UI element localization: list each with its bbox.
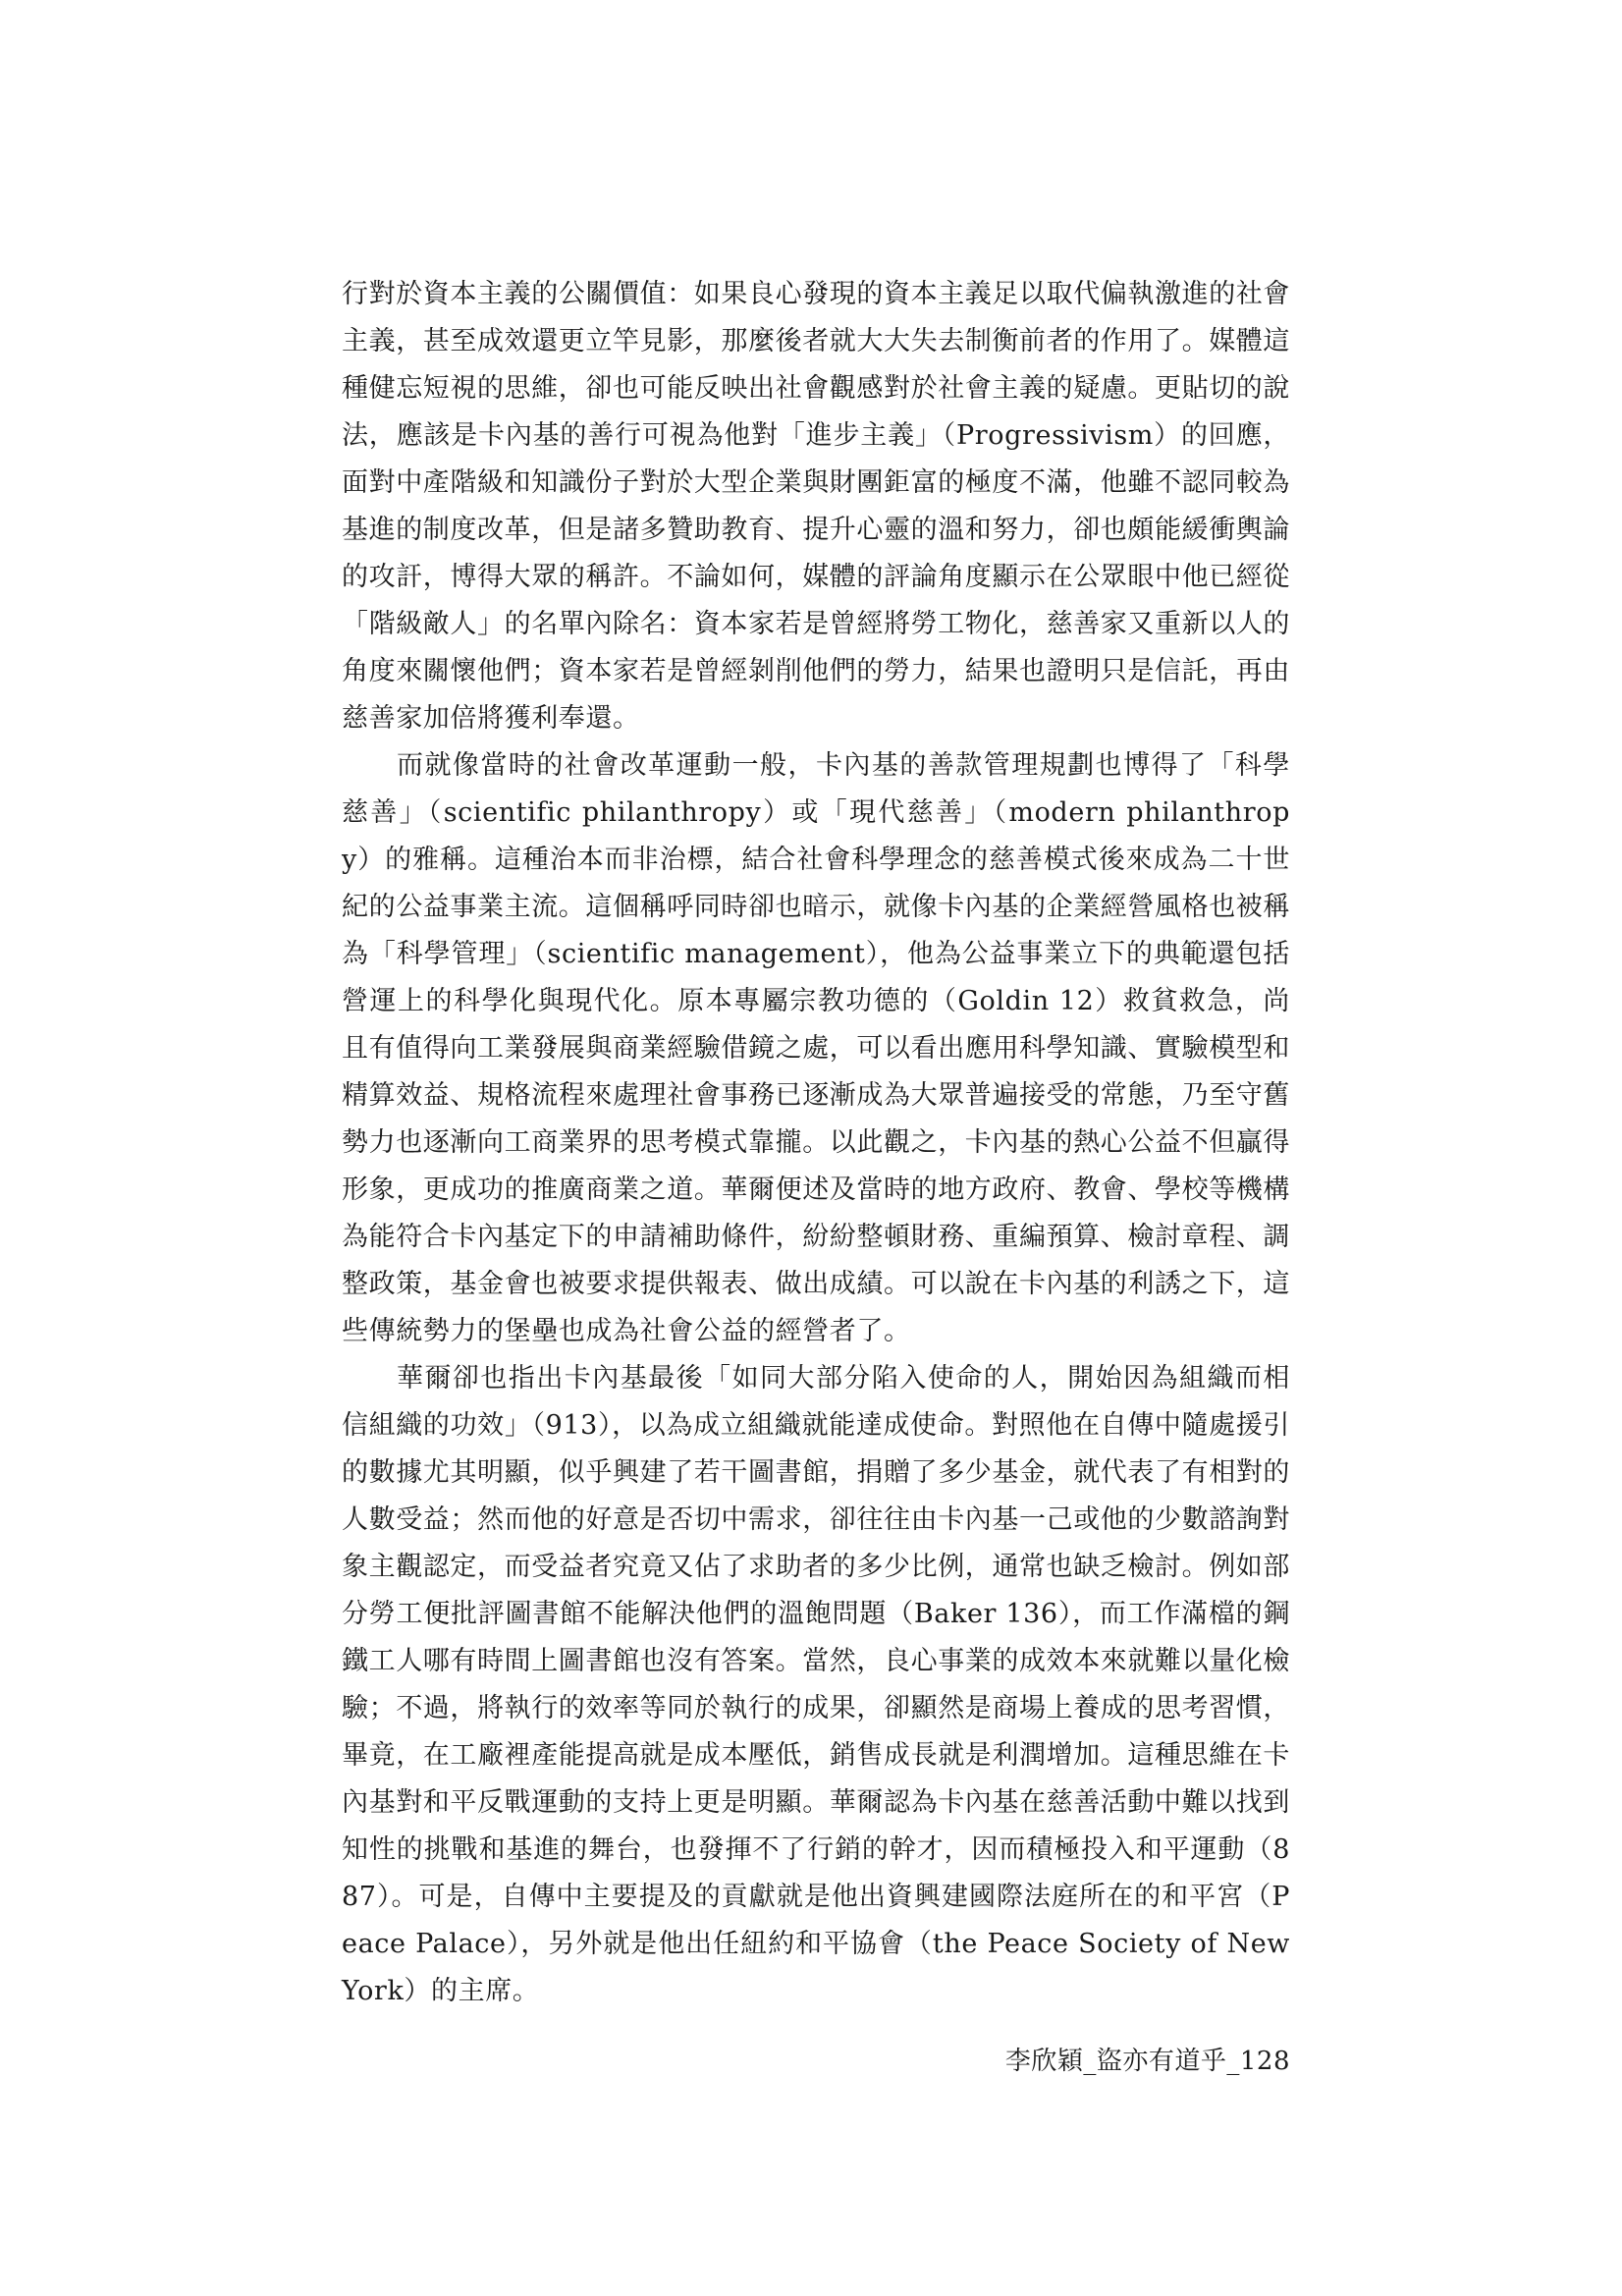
paragraph-scientific-philanthropy: 而就像當時的社會改革運動一般，卡內基的善款管理規劃也博得了「科學慈善」（scientific philanthropy）或「現代慈善」（modern philanthropy）的雅稱。這種治本而非治標，結合社會科學理念的慈善模式後來成為二十世紀的公益事業主流。這個稱呼同時卻也暗示，就像卡內基的企業經營風格也被稱為「科學管理」（scientific management），他為公益事業立下的典範還包括營運上的科學化與現代化。原本專屬宗教功德的（Goldin 12）救貧救急，尚且有值得向工業發展與商業經驗借鏡之處，可以看出應用科學知識、實驗模型和精算效益、規格流程來處理社會事務已逐漸成為大眾普遍接受的常態，乃至守舊勢力也逐漸向工商業界的思考模式靠攏。以此觀之，卡內基的熱心公益不但贏得形象，更成功的推廣商業之道。華爾便述及當時的地方政府、教會、學校等機構為能符合卡內基定下的申請補助條件，紛紛整頓財務、重編預算、檢討章程、調整政策，基金會也被要求提供報表、做出成績。可以說在卡內基的利誘之下，這些傳統勢力的堡壘也成為社會公益的經營者了。: [342, 750, 1290, 1346]
body-text: [342, 271, 1290, 2015]
paragraph-continuation: 行對於資本主義的公關價值：如果良心發現的資本主義足以取代偏執激進的社會主義，甚至成效還更立竿見影，那麼後者就大大失去制衡前者的作用了。媒體這種健忘短視的思維，卻也可能反映出社會觀感對於社會主義的疑慮。更貼切的說法，應該是卡內基的善行可視為他對「進步主義」（Progressivism）的回應，面對中產階級和知識份子對於大型企業與財團鉅富的極度不滿，他雖不認同較為基進的制度改革，但是諸多贊助教育、提升心靈的溫和努力，卻也頗能緩衝輿論的攻訐，博得大眾的稱許。不論如何，媒體的評論角度顯示在公眾眼中他已經從「階級敵人」的名單內除名：資本家若是曾經將勞工物化，慈善家又重新以人的角度來關懷他們；資本家若是曾經剝削他們的勞力，結果也證明只是信託，再由慈善家加倍將獲利奉還。: [342, 279, 1290, 734]
paragraph-organization-critique: 華爾卻也指出卡內基最後「如同大部分陷入使命的人，開始因為組織而相信組織的功效」（913），以為成立組織就能達成使命。對照他在自傳中隨處援引的數據尤其明顯，似乎興建了若干圖書館，捐贈了多少基金，就代表了有相對的人數受益；然而他的好意是否切中需求，卻往往由卡內基一己或他的少數諮詢對象主觀認定，而受益者究竟又佔了求助者的多少比例，通常也缺乏檢討。例如部分勞工便批評圖書館不能解決他們的溫飽問題（Baker 136），而工作滿檔的鋼鐵工人哪有時間上圖書館也沒有答案。當然，良心事業的成效本來就難以量化檢驗；不過，將執行的效率等同於執行的成果，卻顯然是商場上養成的思考習慣，畢竟，在工廠裡產能提高就是成本壓低，銷售成長就是利潤增加。這種思維在卡內基對和平反戰運動的支持上更是明顯。華爾認為卡內基在慈善活動中難以找到知性的挑戰和基進的舞台，也發揮不了行銷的幹才，因而積極投入和平運動（887）。可是，自傳中主要提及的貢獻就是他出資興建國際法庭所在的和平宮（Peace Palace），另外就是他出任紐約和平協會（the Peace Society of New York）的主席。: [342, 1363, 1290, 2006]
page-footer: 李欣穎_盜亦有道乎_128: [1004, 2047, 1290, 2076]
